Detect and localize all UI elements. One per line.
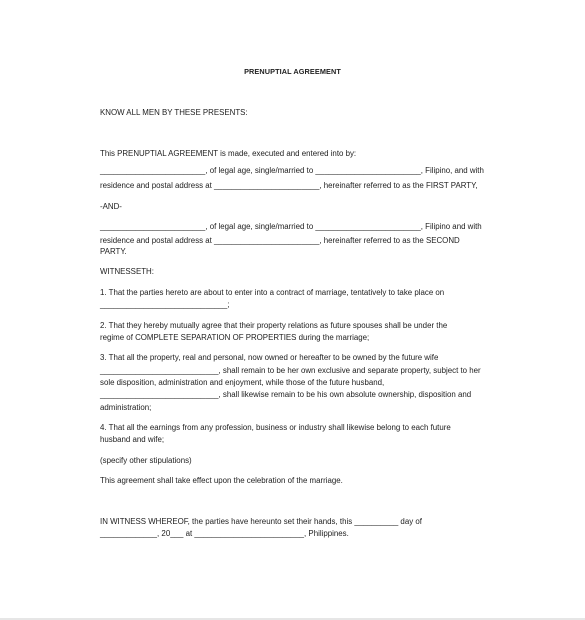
witness-whereof-line-1: IN WITNESS WHEREOF, the parties have hereunto set their hands, this __________ day of — [100, 517, 422, 526]
document-title: PRENUPTIAL AGREEMENT — [244, 67, 341, 76]
clause-4-line-2: husband and wife; — [100, 435, 165, 444]
witnesseth-heading: WITNESSETH: — [100, 267, 154, 276]
clause-1-line-2: _____________________________; — [100, 300, 230, 309]
and-separator: -AND- — [100, 202, 122, 211]
first-party-line-1: ________________________, of legal age, single/married to ________________________, Filipino, and with — [100, 166, 484, 175]
clause-3-line-3: sole disposition, administration and enjoyment, while those of the future husband, — [100, 378, 385, 387]
clause-3-line-4: ___________________________, shall likewise remain to be his own absolute ownership, disposition and — [100, 390, 472, 399]
clause-3-line-1: 3. That all the property, real and personal, now owned or hereafter to be owned by the future wife — [100, 353, 439, 362]
second-party-line-1: ________________________, of legal age, single/married to ________________________, Filipino and with — [100, 222, 482, 231]
clause-3-line-5: administration; — [100, 403, 152, 412]
clause-3-line-2: ___________________________, shall remain to be her own exclusive and separate property, subject to her — [100, 366, 481, 375]
intro-line: This PRENUPTIAL AGREEMENT is made, executed and entered into by: — [100, 149, 357, 158]
clause-1-line-1: 1. That the parties hereto are about to enter into a contract of marriage, tentatively to take place on — [100, 288, 445, 297]
second-party-line-2: residence and postal address at ________________________, hereinafter referred to as the SECOND — [100, 236, 460, 245]
clause-4-line-1: 4. That all the earnings from any profession, business or industry shall likewise belong to each future — [100, 423, 451, 432]
clause-2-line-2: regime of COMPLETE SEPARATION OF PROPERTIES during the marriage; — [100, 333, 370, 342]
clause-2-line-1: 2. That they hereby mutually agree that their property relations as future spouses shall be under the — [100, 321, 448, 330]
opening-line: KNOW ALL MEN BY THESE PRESENTS: — [100, 108, 248, 117]
witness-whereof-line-2: _____________, 20___ at _________________________, Philippines. — [100, 529, 349, 538]
other-stipulations-line: (specify other stipulations) — [100, 456, 192, 465]
first-party-line-2: residence and postal address at ________________________, hereinafter referred to as the FIRST PARTY, — [100, 181, 478, 190]
second-party-line-3: PARTY. — [100, 247, 127, 256]
effectivity-line: This agreement shall take effect upon the celebration of the marriage. — [100, 476, 343, 485]
